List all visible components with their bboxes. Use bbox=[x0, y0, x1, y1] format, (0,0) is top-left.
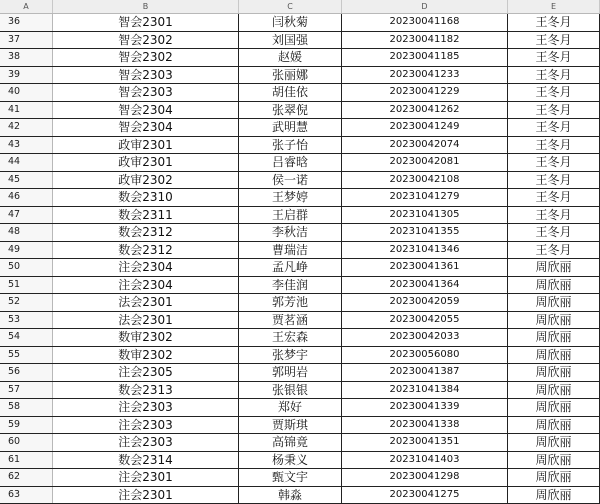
name-cell[interactable]: 侯一诺 bbox=[239, 172, 342, 189]
student-id-cell[interactable]: 20230041185 bbox=[342, 49, 508, 66]
row-number[interactable]: 42 bbox=[0, 119, 53, 136]
table-row bbox=[0, 14, 600, 32]
name-cell[interactable]: 王启群 bbox=[239, 207, 342, 224]
student-id-cell[interactable]: 20230041339 bbox=[342, 399, 508, 416]
column-header-e[interactable]: E bbox=[508, 0, 600, 13]
teacher-cell[interactable]: 王冬月 bbox=[508, 172, 600, 189]
student-id-cell[interactable]: 20230042081 bbox=[342, 154, 508, 171]
name-cell[interactable]: 张子怡 bbox=[239, 137, 342, 154]
student-id-cell[interactable]: 20231041305 bbox=[342, 207, 508, 224]
table-row bbox=[0, 154, 600, 172]
teacher-cell[interactable]: 周欣丽 bbox=[508, 487, 600, 504]
name-cell[interactable]: 甄文宇 bbox=[239, 469, 342, 486]
student-id-cell[interactable]: 20230041361 bbox=[342, 259, 508, 276]
column-header-b[interactable]: B bbox=[53, 0, 239, 13]
name-cell[interactable]: 王宏森 bbox=[239, 329, 342, 346]
row-number[interactable]: 63 bbox=[0, 487, 53, 504]
column-header-d[interactable]: D bbox=[342, 0, 508, 13]
name-cell[interactable]: 孟凡峥 bbox=[239, 259, 342, 276]
table-row bbox=[0, 207, 600, 225]
student-id-cell[interactable]: 20230041168 bbox=[342, 14, 508, 31]
table-row bbox=[0, 259, 600, 277]
name-cell[interactable]: 贾茗涵 bbox=[239, 312, 342, 329]
table-row bbox=[0, 32, 600, 50]
table-row bbox=[0, 399, 600, 417]
student-id-cell[interactable]: 20230041338 bbox=[342, 417, 508, 434]
row-number[interactable]: 58 bbox=[0, 399, 53, 416]
student-id-cell[interactable]: 20230042108 bbox=[342, 172, 508, 189]
row-number[interactable]: 57 bbox=[0, 382, 53, 399]
name-cell[interactable]: 曹瑞洁 bbox=[239, 242, 342, 259]
table-row bbox=[0, 417, 600, 435]
table-row bbox=[0, 102, 600, 120]
row-number[interactable]: 59 bbox=[0, 417, 53, 434]
row-number[interactable]: 36 bbox=[0, 14, 53, 31]
table-row bbox=[0, 364, 600, 382]
name-cell[interactable]: 李秋洁 bbox=[239, 224, 342, 241]
class-cell[interactable]: 注会2304 bbox=[53, 277, 239, 294]
teacher-cell[interactable]: 王冬月 bbox=[508, 224, 600, 241]
class-cell[interactable]: 注会2303 bbox=[53, 399, 239, 416]
teacher-cell[interactable]: 王冬月 bbox=[508, 119, 600, 136]
table-row bbox=[0, 329, 600, 347]
teacher-cell[interactable]: 周欣丽 bbox=[508, 417, 600, 434]
student-id-cell[interactable]: 20231041403 bbox=[342, 452, 508, 469]
teacher-cell[interactable]: 周欣丽 bbox=[508, 329, 600, 346]
table-row bbox=[0, 49, 600, 67]
student-id-cell[interactable]: 20231041279 bbox=[342, 189, 508, 206]
class-cell[interactable]: 政审2301 bbox=[53, 137, 239, 154]
table-row bbox=[0, 224, 600, 242]
name-cell[interactable]: 闫秋菊 bbox=[239, 14, 342, 31]
teacher-cell[interactable]: 周欣丽 bbox=[508, 347, 600, 364]
name-cell[interactable]: 张银银 bbox=[239, 382, 342, 399]
name-cell[interactable]: 张翠倪 bbox=[239, 102, 342, 119]
teacher-cell[interactable]: 周欣丽 bbox=[508, 382, 600, 399]
student-id-cell[interactable]: 20230041182 bbox=[342, 32, 508, 49]
teacher-cell[interactable]: 周欣丽 bbox=[508, 277, 600, 294]
name-cell[interactable]: 郭明岩 bbox=[239, 364, 342, 381]
row-number[interactable]: 62 bbox=[0, 469, 53, 486]
row-number[interactable]: 61 bbox=[0, 452, 53, 469]
class-cell[interactable]: 智会2303 bbox=[53, 67, 239, 84]
class-cell[interactable]: 数审2302 bbox=[53, 329, 239, 346]
student-id-cell[interactable]: 20230042055 bbox=[342, 312, 508, 329]
class-cell[interactable]: 法会2301 bbox=[53, 294, 239, 311]
class-cell[interactable]: 智会2301 bbox=[53, 14, 239, 31]
student-id-cell[interactable]: 20230042059 bbox=[342, 294, 508, 311]
student-id-cell[interactable]: 20230042074 bbox=[342, 137, 508, 154]
table-body bbox=[0, 14, 600, 504]
table-row bbox=[0, 277, 600, 295]
name-cell[interactable]: 胡佳依 bbox=[239, 84, 342, 101]
row-number[interactable]: 52 bbox=[0, 294, 53, 311]
student-id-cell[interactable]: 20230041249 bbox=[342, 119, 508, 136]
student-id-cell[interactable]: 20230041229 bbox=[342, 84, 508, 101]
row-number[interactable]: 40 bbox=[0, 84, 53, 101]
row-number[interactable]: 38 bbox=[0, 49, 53, 66]
name-cell[interactable]: 郭芳池 bbox=[239, 294, 342, 311]
table-row bbox=[0, 382, 600, 400]
name-cell[interactable]: 韩淼 bbox=[239, 487, 342, 504]
class-cell[interactable]: 法会2301 bbox=[53, 312, 239, 329]
name-cell[interactable]: 王梦婷 bbox=[239, 189, 342, 206]
teacher-cell[interactable]: 周欣丽 bbox=[508, 469, 600, 486]
table-row bbox=[0, 242, 600, 260]
student-id-cell[interactable]: 20230041351 bbox=[342, 434, 508, 451]
student-id-cell[interactable]: 20231041346 bbox=[342, 242, 508, 259]
table-row bbox=[0, 312, 600, 330]
class-cell[interactable]: 智会2304 bbox=[53, 102, 239, 119]
table-row bbox=[0, 434, 600, 452]
teacher-cell[interactable]: 王冬月 bbox=[508, 102, 600, 119]
table-row bbox=[0, 172, 600, 190]
table-row bbox=[0, 452, 600, 470]
class-cell[interactable]: 智会2302 bbox=[53, 49, 239, 66]
teacher-cell[interactable]: 周欣丽 bbox=[508, 399, 600, 416]
table-row bbox=[0, 347, 600, 365]
teacher-cell[interactable]: 王冬月 bbox=[508, 84, 600, 101]
table-row bbox=[0, 469, 600, 487]
row-number[interactable]: 41 bbox=[0, 102, 53, 119]
row-number[interactable]: 53 bbox=[0, 312, 53, 329]
row-number[interactable]: 48 bbox=[0, 224, 53, 241]
name-cell[interactable]: 杨秉义 bbox=[239, 452, 342, 469]
teacher-cell[interactable]: 王冬月 bbox=[508, 32, 600, 49]
name-cell[interactable]: 郑好 bbox=[239, 399, 342, 416]
row-number[interactable]: 54 bbox=[0, 329, 53, 346]
name-cell[interactable]: 武明慧 bbox=[239, 119, 342, 136]
row-number[interactable]: 44 bbox=[0, 154, 53, 171]
row-number[interactable]: 47 bbox=[0, 207, 53, 224]
student-id-cell[interactable]: 20230041262 bbox=[342, 102, 508, 119]
name-cell[interactable]: 张梦宇 bbox=[239, 347, 342, 364]
class-cell[interactable]: 注会2304 bbox=[53, 259, 239, 276]
teacher-cell[interactable]: 王冬月 bbox=[508, 14, 600, 31]
column-header-a[interactable]: A bbox=[0, 0, 53, 13]
row-number[interactable]: 50 bbox=[0, 259, 53, 276]
table-row bbox=[0, 294, 600, 312]
table-row bbox=[0, 189, 600, 207]
row-number[interactable]: 51 bbox=[0, 277, 53, 294]
class-cell[interactable]: 数会2311 bbox=[53, 207, 239, 224]
class-cell[interactable]: 数审2302 bbox=[53, 347, 239, 364]
table-row bbox=[0, 487, 600, 504]
student-id-cell[interactable]: 20230041233 bbox=[342, 67, 508, 84]
row-number[interactable]: 60 bbox=[0, 434, 53, 451]
class-cell[interactable]: 智会2303 bbox=[53, 84, 239, 101]
class-cell[interactable]: 政审2302 bbox=[53, 172, 239, 189]
table-row bbox=[0, 119, 600, 137]
class-cell[interactable]: 智会2302 bbox=[53, 32, 239, 49]
name-cell[interactable]: 高锦竟 bbox=[239, 434, 342, 451]
row-number[interactable]: 45 bbox=[0, 172, 53, 189]
teacher-cell[interactable]: 王冬月 bbox=[508, 67, 600, 84]
teacher-cell[interactable]: 周欣丽 bbox=[508, 294, 600, 311]
table-row bbox=[0, 137, 600, 155]
student-id-cell[interactable]: 20231041355 bbox=[342, 224, 508, 241]
student-id-cell[interactable]: 20230041275 bbox=[342, 487, 508, 504]
teacher-cell[interactable]: 周欣丽 bbox=[508, 434, 600, 451]
class-cell[interactable]: 注会2301 bbox=[53, 487, 239, 504]
table-row bbox=[0, 84, 600, 102]
student-id-cell[interactable]: 20230041387 bbox=[342, 364, 508, 381]
name-cell[interactable]: 张丽娜 bbox=[239, 67, 342, 84]
teacher-cell[interactable]: 王冬月 bbox=[508, 242, 600, 259]
row-number[interactable]: 37 bbox=[0, 32, 53, 49]
teacher-cell[interactable]: 周欣丽 bbox=[508, 364, 600, 381]
class-cell[interactable]: 智会2304 bbox=[53, 119, 239, 136]
teacher-cell[interactable]: 王冬月 bbox=[508, 207, 600, 224]
student-id-cell[interactable]: 20230041364 bbox=[342, 277, 508, 294]
teacher-cell[interactable]: 王冬月 bbox=[508, 154, 600, 171]
student-id-cell[interactable]: 20231041384 bbox=[342, 382, 508, 399]
class-cell[interactable]: 注会2303 bbox=[53, 417, 239, 434]
name-cell[interactable]: 赵媛 bbox=[239, 49, 342, 66]
class-cell[interactable]: 注会2305 bbox=[53, 364, 239, 381]
teacher-cell[interactable]: 王冬月 bbox=[508, 137, 600, 154]
class-cell[interactable]: 数会2313 bbox=[53, 382, 239, 399]
name-cell[interactable]: 李佳润 bbox=[239, 277, 342, 294]
name-cell[interactable]: 刘国强 bbox=[239, 32, 342, 49]
class-cell[interactable]: 数会2312 bbox=[53, 242, 239, 259]
row-number[interactable]: 39 bbox=[0, 67, 53, 84]
row-number[interactable]: 43 bbox=[0, 137, 53, 154]
column-header-c[interactable]: C bbox=[239, 0, 342, 13]
class-cell[interactable]: 数会2314 bbox=[53, 452, 239, 469]
name-cell[interactable]: 吕睿晗 bbox=[239, 154, 342, 171]
row-number[interactable]: 55 bbox=[0, 347, 53, 364]
teacher-cell[interactable]: 王冬月 bbox=[508, 49, 600, 66]
row-number[interactable]: 56 bbox=[0, 364, 53, 381]
student-id-cell[interactable]: 20230056080 bbox=[342, 347, 508, 364]
table-row bbox=[0, 67, 600, 85]
column-header-row bbox=[0, 0, 600, 14]
teacher-cell[interactable]: 周欣丽 bbox=[508, 259, 600, 276]
student-id-cell[interactable]: 20230041298 bbox=[342, 469, 508, 486]
class-cell[interactable]: 数会2312 bbox=[53, 224, 239, 241]
name-cell[interactable]: 贾斯琪 bbox=[239, 417, 342, 434]
teacher-cell[interactable]: 周欣丽 bbox=[508, 452, 600, 469]
class-cell[interactable]: 注会2303 bbox=[53, 434, 239, 451]
class-cell[interactable]: 政审2301 bbox=[53, 154, 239, 171]
class-cell[interactable]: 数会2310 bbox=[53, 189, 239, 206]
row-number[interactable]: 49 bbox=[0, 242, 53, 259]
class-cell[interactable]: 注会2301 bbox=[53, 469, 239, 486]
teacher-cell[interactable]: 王冬月 bbox=[508, 189, 600, 206]
row-number[interactable]: 46 bbox=[0, 189, 53, 206]
teacher-cell[interactable]: 周欣丽 bbox=[508, 312, 600, 329]
student-id-cell[interactable]: 20230042033 bbox=[342, 329, 508, 346]
